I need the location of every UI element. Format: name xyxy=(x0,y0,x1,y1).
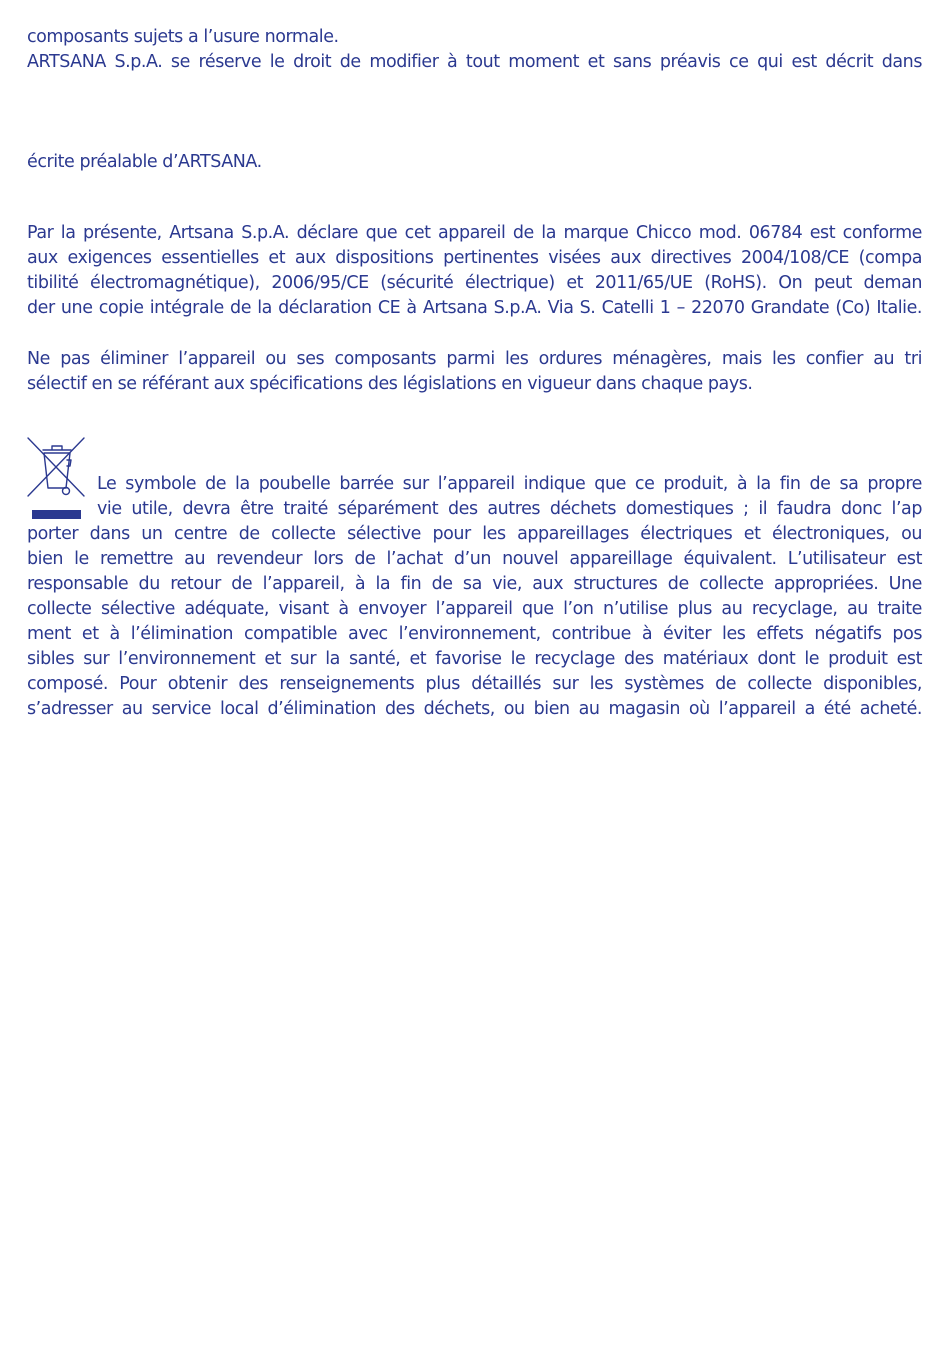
declaration-line: der une copie intégrale de la déclaration CE à Artsana S.p.A. Via S. Catelli 1 – 22070 Grandate (Co) Italie. xyxy=(27,298,922,318)
weee-line: responsable du retour de l’appareil, à la fin de sa vie, aux structures de collecte appropriées. Une xyxy=(27,574,922,594)
text-line-composants: composants sujets a l’usure normale. xyxy=(27,27,339,47)
weee-line: vie utile, devra être traité séparément des autres déchets domestiques ; il faudra donc l’ap xyxy=(97,499,922,519)
declaration-line: Par la présente, Artsana S.p.A. déclare que cet appareil de la marque Chicco mod. 06784 est conforme xyxy=(27,223,922,243)
weee-line: ment et à l’élimination compatible avec l’environnement, contribue à éviter les effets négatifs pos xyxy=(27,624,922,644)
weee-line: bien le remettre au revendeur lors de l’achat d’un nouvel appareillage équivalent. L’utilisateur est xyxy=(27,549,922,569)
disposal-line: Ne pas éliminer l’appareil ou ses composants parmi les ordures ménagères, mais les confier au tri xyxy=(27,349,922,369)
declaration-line: tibilité électromagnétique), 2006/95/CE (sécurité électrique) et 2011/65/UE (RoHS). On peut deman xyxy=(27,273,922,293)
weee-line: Le symbole de la poubelle barrée sur l’appareil indique que ce produit, à la fin de sa propre xyxy=(97,474,922,494)
text-line-artsana-reserve: ARTSANA S.p.A. se réserve le droit de modifier à tout moment et sans préavis ce qui est décrit dans xyxy=(27,52,922,72)
declaration-line: aux exigences essentielles et aux dispositions pertinentes visées aux directives 2004/108/CE (compa xyxy=(27,248,922,268)
weee-line: sibles sur l’environnement et sur la santé, et favorise le recyclage des matériaux dont le produit est xyxy=(27,649,922,669)
text-line-ecrite-prealable: écrite préalable d’ARTSANA. xyxy=(27,152,262,172)
crossed-out-wheelie-bin-icon xyxy=(26,436,88,520)
weee-line: collecte sélective adéquate, visant à envoyer l’appareil que l’on n’utilise plus au recyclage, au traite xyxy=(27,599,922,619)
weee-line: porter dans un centre de collecte sélective pour les appareillages électriques et électroniques, ou xyxy=(27,524,922,544)
weee-line: s’adresser au service local d’élimination des déchets, ou bien au magasin où l’appareil a été acheté. xyxy=(27,699,922,719)
weee-line: composé. Pour obtenir des renseignements plus détaillés sur les systèmes de collecte disponibles, xyxy=(27,674,922,694)
disposal-line: sélectif en se référant aux spécifications des législations en vigueur dans chaque pays. xyxy=(27,374,753,394)
